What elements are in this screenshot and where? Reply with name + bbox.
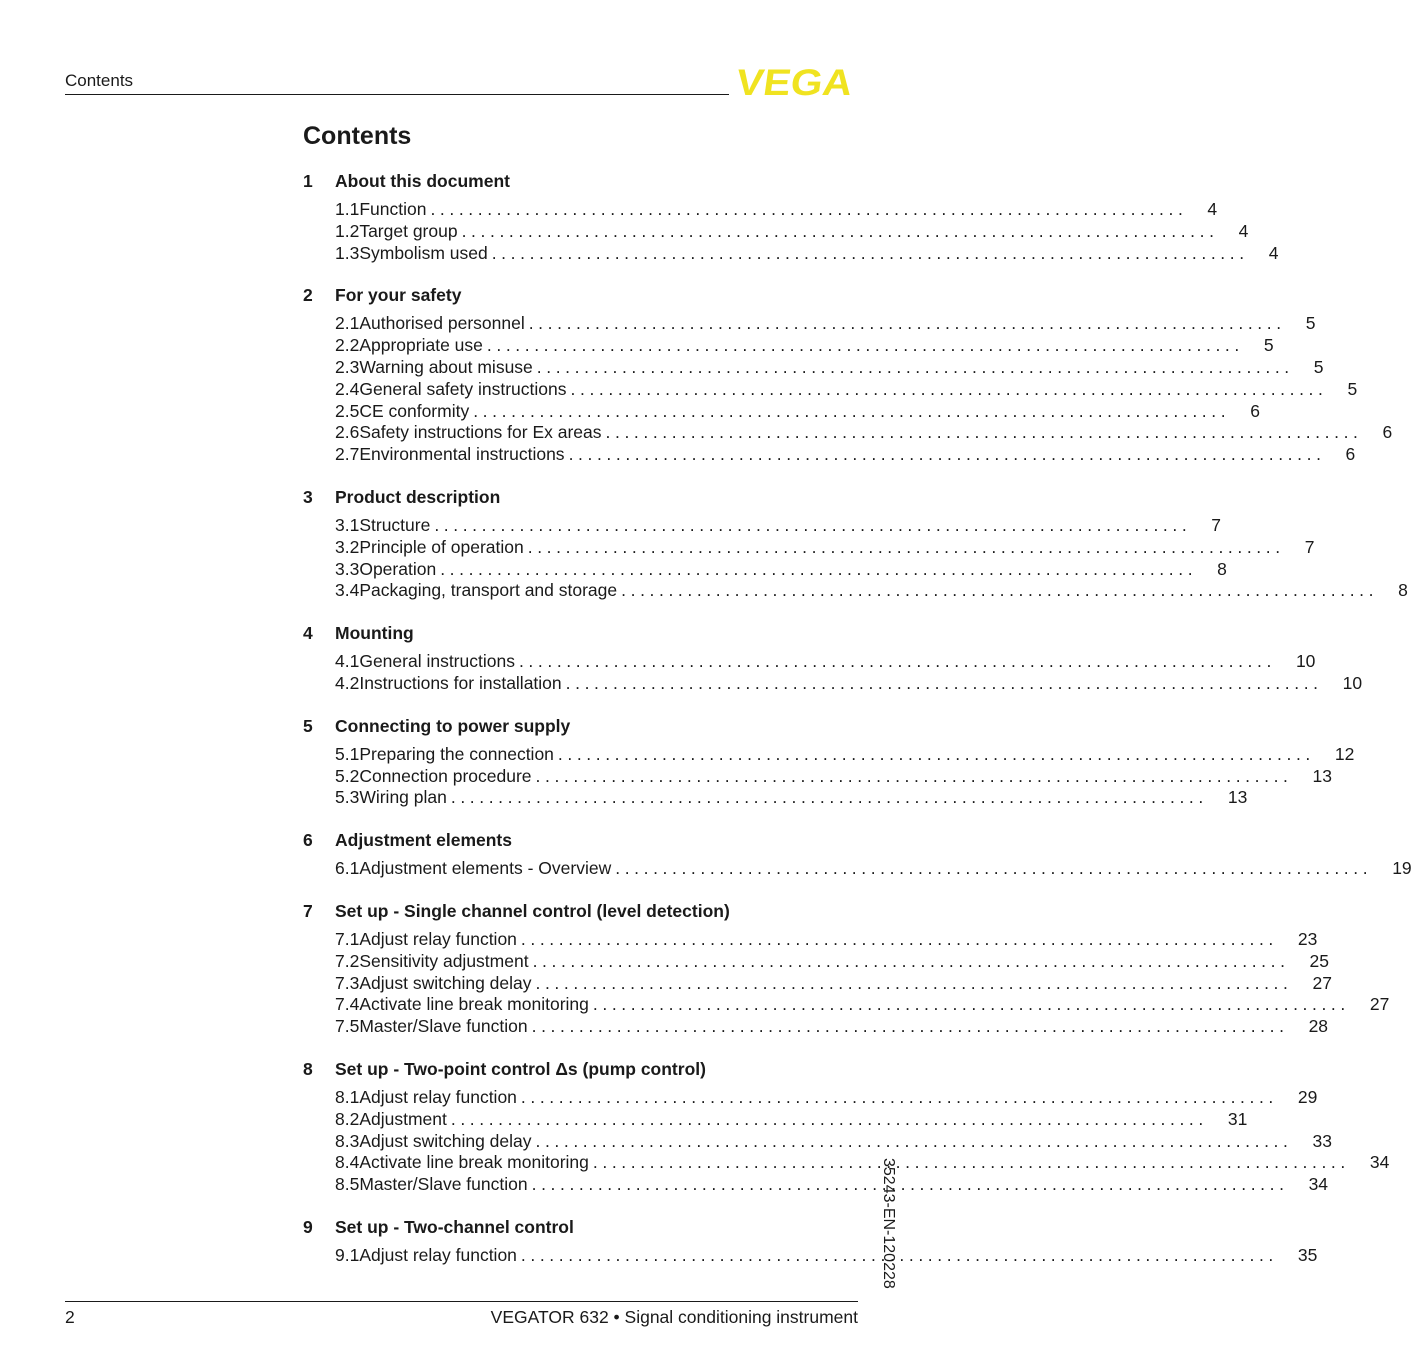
entry-number: 5.1 xyxy=(335,743,360,764)
entry-title: Operation xyxy=(359,558,437,579)
toc-entry[interactable] xyxy=(303,1108,1248,1131)
toc-section xyxy=(303,486,1408,602)
entry-page-number: 7 xyxy=(1304,536,1315,557)
entry-page-number: 5 xyxy=(1263,335,1274,356)
toc-entry[interactable] xyxy=(303,787,1248,809)
toc-entry[interactable] xyxy=(303,765,1332,788)
toc-entry[interactable] xyxy=(303,1152,1390,1174)
toc-entry[interactable] xyxy=(303,313,1316,335)
toc-entry[interactable] xyxy=(303,335,1274,357)
dot-leader: ................................................................................ xyxy=(434,514,1192,535)
toc-section xyxy=(303,900,1390,1038)
entry-number: 7.2 xyxy=(335,950,360,971)
dot-leader: ................................................................................ xyxy=(440,558,1198,579)
toc-entry[interactable] xyxy=(303,858,1412,880)
section-number: 7 xyxy=(303,900,313,921)
dot-leader: ................................................................................ xyxy=(535,1130,1293,1151)
entry-number: 2.6 xyxy=(335,422,360,443)
entry-title: Activate line break monitoring xyxy=(359,994,589,1015)
entry-number: 9.1 xyxy=(335,1244,360,1265)
entry-page-number: 27 xyxy=(1369,994,1390,1015)
dot-leader: ................................................................................ xyxy=(473,400,1231,421)
toc-entry[interactable] xyxy=(303,994,1390,1016)
toc-entry[interactable] xyxy=(303,400,1260,423)
section-title: Mounting xyxy=(335,623,414,644)
footer-page-number: 2 xyxy=(65,1307,75,1327)
entry-number: 7.3 xyxy=(335,972,360,993)
section-heading[interactable] xyxy=(303,900,859,922)
header-rule xyxy=(65,94,729,95)
dot-leader: ................................................................................ xyxy=(592,994,1350,1015)
entry-title: Principle of operation xyxy=(359,536,524,557)
dot-leader: ................................................................................ xyxy=(520,1086,1278,1107)
entry-title: Structure xyxy=(359,514,431,535)
dot-leader: ................................................................................ xyxy=(450,1108,1208,1129)
dot-leader: ................................................................................ xyxy=(520,1244,1278,1265)
toc-entry[interactable] xyxy=(303,558,1227,581)
entry-title: Adjust relay function xyxy=(359,1086,517,1107)
toc-entry[interactable] xyxy=(303,1086,1318,1109)
entry-title: Target group xyxy=(359,220,458,241)
toc-section xyxy=(303,170,1279,264)
toc-entry[interactable] xyxy=(303,972,1332,995)
entry-number: 1.1 xyxy=(335,199,360,219)
entry-number: 8.2 xyxy=(335,1108,360,1129)
entry-title: Activate line break monitoring xyxy=(359,1152,589,1173)
section-number: 1 xyxy=(303,171,313,191)
dot-leader: ................................................................................ xyxy=(531,1174,1289,1195)
toc-entry[interactable] xyxy=(303,242,1279,265)
section-number: 2 xyxy=(303,285,313,306)
dot-leader: ................................................................................ xyxy=(430,199,1188,219)
toc-entry[interactable] xyxy=(303,928,1318,951)
toc-entry[interactable] xyxy=(303,1130,1332,1153)
dot-leader: ................................................................................ xyxy=(570,378,1328,399)
entry-page-number: 10 xyxy=(1342,672,1363,693)
entry-number: 8.5 xyxy=(335,1174,360,1195)
toc-section xyxy=(303,622,1363,695)
dot-leader: ................................................................................ xyxy=(527,536,1285,557)
entry-title: Function xyxy=(359,199,427,219)
entry-title: Adjustment elements - Overview xyxy=(359,858,612,879)
toc-entry[interactable] xyxy=(303,220,1249,243)
entry-title: General safety instructions xyxy=(359,378,567,399)
entry-title: Wiring plan xyxy=(359,787,447,808)
entry-title: Master/Slave function xyxy=(359,1016,528,1037)
section-heading[interactable] xyxy=(303,284,859,306)
entry-title: Appropriate use xyxy=(359,335,483,356)
dot-leader: ................................................................................ xyxy=(605,422,1363,443)
entry-number: 3.1 xyxy=(335,514,360,535)
entry-page-number: 31 xyxy=(1227,1108,1248,1129)
entry-title: Symbolism used xyxy=(359,242,488,263)
toc-entry[interactable] xyxy=(303,514,1222,537)
section-number: 8 xyxy=(303,1058,313,1079)
entry-page-number: 33 xyxy=(1312,1130,1332,1151)
entry-title: Authorised personnel xyxy=(359,313,525,334)
entry-page-number: 8 xyxy=(1398,580,1408,601)
toc-section xyxy=(303,1216,1318,1267)
entry-page-number: 28 xyxy=(1308,1016,1329,1037)
entry-page-number: 6 xyxy=(1382,422,1393,443)
entry-page-number: 4 xyxy=(1238,220,1249,241)
entry-page-number: 5 xyxy=(1347,378,1358,399)
toc-entry[interactable] xyxy=(303,1244,1318,1267)
entry-page-number: 12 xyxy=(1334,743,1355,764)
entry-number: 6.1 xyxy=(335,858,360,879)
entry-page-number: 35 xyxy=(1297,1244,1318,1265)
dot-leader: ................................................................................ xyxy=(528,313,1286,334)
dot-leader: ................................................................................ xyxy=(615,858,1373,879)
section-title: For your safety xyxy=(335,285,462,306)
dot-leader: ................................................................................ xyxy=(557,743,1315,764)
entry-title: Safety instructions for Ex areas xyxy=(359,422,602,443)
section-heading[interactable] xyxy=(303,486,859,508)
footer-rule xyxy=(65,1301,858,1302)
entry-number: 3.3 xyxy=(335,558,360,579)
entry-page-number: 25 xyxy=(1309,950,1330,971)
entry-page-number: 8 xyxy=(1217,558,1227,579)
entry-title: Adjust relay function xyxy=(359,928,517,949)
dot-leader: ................................................................................ xyxy=(531,1016,1289,1037)
dot-leader: ................................................................................ xyxy=(568,444,1326,465)
entry-page-number: 13 xyxy=(1312,765,1332,786)
section-heading[interactable] xyxy=(303,829,859,851)
section-number: 4 xyxy=(303,623,313,644)
entry-number: 7.1 xyxy=(335,928,360,949)
dot-leader: ................................................................................ xyxy=(518,651,1276,672)
entry-number: 2.2 xyxy=(335,335,360,356)
toc-section xyxy=(303,715,1355,809)
entry-page-number: 4 xyxy=(1207,199,1218,219)
toc-entry[interactable] xyxy=(303,422,1393,444)
dot-leader: ................................................................................ xyxy=(535,765,1293,786)
entry-number: 8.3 xyxy=(335,1130,360,1151)
dot-leader: ................................................................................ xyxy=(565,672,1323,693)
section-title: Set up - Single channel control (level detection) xyxy=(335,900,730,921)
entry-title: Warning about misuse xyxy=(359,356,533,377)
entry-page-number: 5 xyxy=(1305,313,1316,334)
section-heading[interactable] xyxy=(303,715,859,737)
entry-page-number: 27 xyxy=(1312,972,1332,993)
entry-page-number: 5 xyxy=(1313,356,1324,377)
entry-page-number: 6 xyxy=(1345,444,1356,465)
section-number: 5 xyxy=(303,715,313,736)
dot-leader: ................................................................................ xyxy=(491,242,1249,263)
toc-entry[interactable] xyxy=(303,743,1355,766)
toc-section xyxy=(303,1058,1390,1196)
dot-leader: ................................................................................ xyxy=(520,928,1278,949)
entry-number: 2.1 xyxy=(335,313,360,334)
toc-entry[interactable] xyxy=(303,1174,1329,1196)
entry-title: Connection procedure xyxy=(359,765,532,786)
toc-entry[interactable] xyxy=(303,444,1356,466)
section-heading[interactable] xyxy=(303,1216,859,1238)
entry-title: Adjust relay function xyxy=(359,1244,517,1265)
entry-number: 1.3 xyxy=(335,242,360,263)
entry-title: Adjust switching delay xyxy=(359,1130,532,1151)
entry-number: 5.3 xyxy=(335,787,360,808)
section-heading[interactable] xyxy=(303,1058,859,1080)
section-title: About this document xyxy=(335,171,510,191)
section-title: Set up - Two-point control Δs (pump control) xyxy=(335,1058,706,1079)
entry-page-number: 4 xyxy=(1268,242,1279,263)
entry-number: 2.5 xyxy=(335,400,360,421)
entry-title: Sensitivity adjustment xyxy=(359,950,529,971)
entry-number: 8.1 xyxy=(335,1086,360,1107)
section-heading[interactable] xyxy=(303,622,859,644)
entry-number: 3.4 xyxy=(335,580,360,601)
entry-title: Master/Slave function xyxy=(359,1174,528,1195)
entry-title: Packaging, transport and storage xyxy=(359,580,618,601)
entry-number: 7.4 xyxy=(335,994,360,1015)
entry-page-number: 34 xyxy=(1369,1152,1390,1173)
section-title: Adjustment elements xyxy=(335,830,512,851)
toc-entry[interactable] xyxy=(303,580,1408,602)
toc-entry[interactable] xyxy=(303,950,1330,973)
dot-leader: ................................................................................ xyxy=(535,972,1293,993)
toc-section xyxy=(303,829,1412,880)
section-number: 3 xyxy=(303,486,313,507)
running-header: Contents xyxy=(65,71,134,90)
entry-title: Preparing the connection xyxy=(359,743,554,764)
section-title: Product description xyxy=(335,486,501,507)
document-id: 35243-EN-120228 xyxy=(880,1158,897,1289)
entry-number: 3.2 xyxy=(335,536,360,557)
entry-title: Environmental instructions xyxy=(359,444,565,465)
entry-number: 4.1 xyxy=(335,651,360,672)
toc-entry[interactable] xyxy=(303,1016,1329,1038)
entry-number: 2.3 xyxy=(335,356,360,377)
toc-entry[interactable] xyxy=(303,378,1358,401)
dot-leader: ................................................................................ xyxy=(532,950,1290,971)
toc-section xyxy=(303,284,1393,466)
entry-page-number: 19 xyxy=(1392,858,1412,879)
dot-leader: ................................................................................ xyxy=(461,220,1219,241)
entry-number: 2.7 xyxy=(335,444,360,465)
entry-title: Instructions for installation xyxy=(359,672,562,693)
entry-page-number: 13 xyxy=(1227,787,1248,808)
page-title: Contents xyxy=(303,122,412,150)
toc-entry[interactable] xyxy=(303,536,1315,559)
dot-leader: ................................................................................ xyxy=(536,356,1294,377)
entry-page-number: 10 xyxy=(1295,651,1316,672)
entry-title: Adjustment xyxy=(359,1108,447,1129)
logo-text: VEGA xyxy=(733,61,845,103)
toc-entry[interactable] xyxy=(303,672,1363,695)
dot-leader: ................................................................................ xyxy=(592,1152,1350,1173)
section-number: 6 xyxy=(303,830,313,851)
entry-number: 7.5 xyxy=(335,1016,360,1037)
section-heading[interactable] xyxy=(303,170,859,192)
section-title: Set up - Two-channel control xyxy=(335,1216,574,1237)
entry-number: 1.2 xyxy=(335,220,360,241)
vega-logo xyxy=(733,61,859,103)
entry-title: Adjust switching delay xyxy=(359,972,532,993)
toc-entry[interactable] xyxy=(303,356,1324,379)
entry-title: General instructions xyxy=(359,651,515,672)
entry-number: 5.2 xyxy=(335,765,360,786)
toc-entry[interactable] xyxy=(303,651,1316,673)
entry-page-number: 29 xyxy=(1297,1086,1318,1107)
toc-entry[interactable] xyxy=(303,199,1218,221)
dot-leader: ................................................................................ xyxy=(621,580,1379,601)
entry-page-number: 23 xyxy=(1297,928,1318,949)
dot-leader: ................................................................................ xyxy=(486,335,1244,356)
entry-page-number: 34 xyxy=(1308,1174,1329,1195)
entry-number: 8.4 xyxy=(335,1152,360,1173)
entry-number: 2.4 xyxy=(335,378,360,399)
entry-number: 4.2 xyxy=(335,672,360,693)
entry-page-number: 6 xyxy=(1250,400,1260,421)
dot-leader: ................................................................................ xyxy=(450,787,1208,808)
section-title: Connecting to power supply xyxy=(335,715,571,736)
section-number: 9 xyxy=(303,1216,313,1237)
entry-title: CE conformity xyxy=(359,400,470,421)
footer-document-title: VEGATOR 632 • Signal conditioning instrument xyxy=(490,1307,858,1327)
entry-page-number: 7 xyxy=(1211,514,1222,535)
